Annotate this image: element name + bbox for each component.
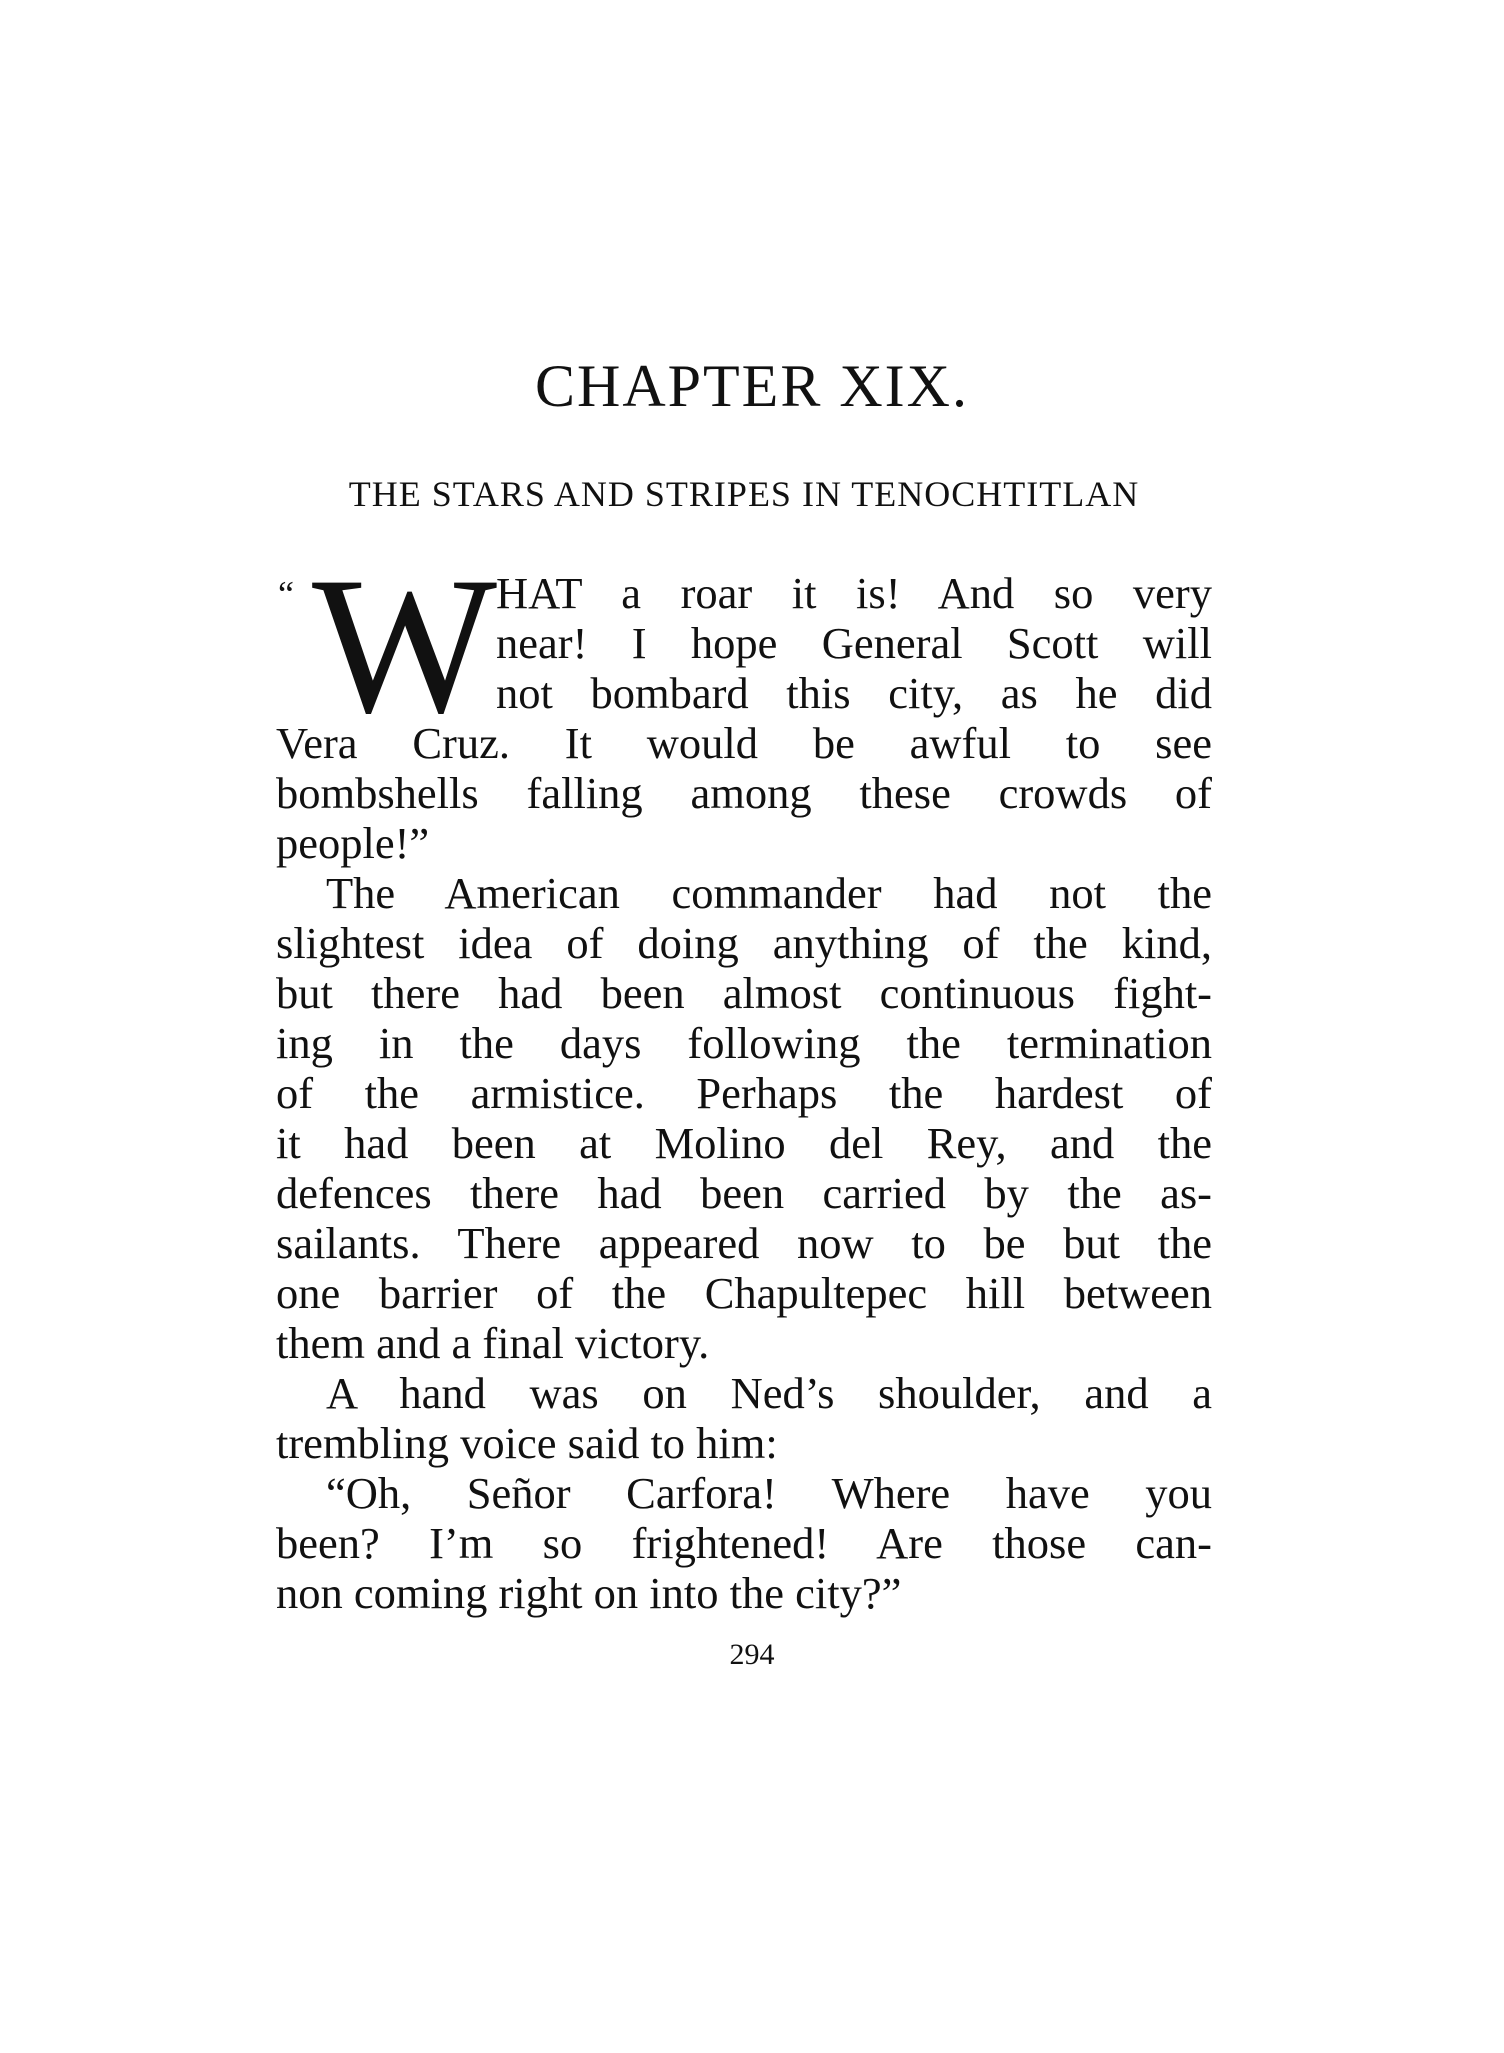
drop-cap-letter: W <box>312 537 497 754</box>
text-line: trembling voice said to him: <box>276 1418 778 1468</box>
text-line: defences there had been carried by the as- <box>276 1168 1212 1218</box>
chapter-subtitle: THE STARS AND STRIPES IN TENOCHTITLAN <box>348 474 1140 514</box>
text-line: Vera Cruz. It would be awful to see <box>276 718 1212 768</box>
text-line: ing in the days following the termination <box>276 1018 1212 1068</box>
chapter-title: CHAPTER XIX. <box>534 353 969 419</box>
text-line: but there had been almost continuous fight- <box>276 968 1212 1018</box>
body-text <box>276 537 1212 1618</box>
page-number: 294 <box>729 1638 775 1671</box>
text-line: bombshells falling among these crowds of <box>276 768 1212 818</box>
text-line: them and a final victory. <box>276 1318 710 1368</box>
text-line: been? I’m so frightened! Are those can- <box>276 1518 1212 1568</box>
text-line: it had been at Molino del Rey, and the <box>276 1118 1212 1168</box>
text-line: one barrier of the Chapultepec hill between <box>276 1268 1212 1318</box>
opening-quote-mark: “ <box>278 574 294 614</box>
text-line: people!” <box>276 818 430 868</box>
text-line: slightest idea of doing anything of the kind, <box>276 918 1212 968</box>
text-line: of the armistice. Perhaps the hardest of <box>276 1068 1212 1118</box>
text-line: not bombard this city, as he did <box>496 668 1212 718</box>
text-line: near! I hope General Scott will <box>496 618 1212 668</box>
text-line: sailants. There appeared now to be but the <box>276 1218 1212 1268</box>
text-line: “Oh, Señor Carfora! Where have you <box>326 1468 1212 1518</box>
text-line: non coming right on into the city?” <box>276 1568 902 1618</box>
text-line: HAT a roar it is! And so very <box>496 568 1212 618</box>
text-line: The American commander had not the <box>326 868 1212 918</box>
text-line: A hand was on Ned’s shoulder, and a <box>326 1368 1212 1418</box>
